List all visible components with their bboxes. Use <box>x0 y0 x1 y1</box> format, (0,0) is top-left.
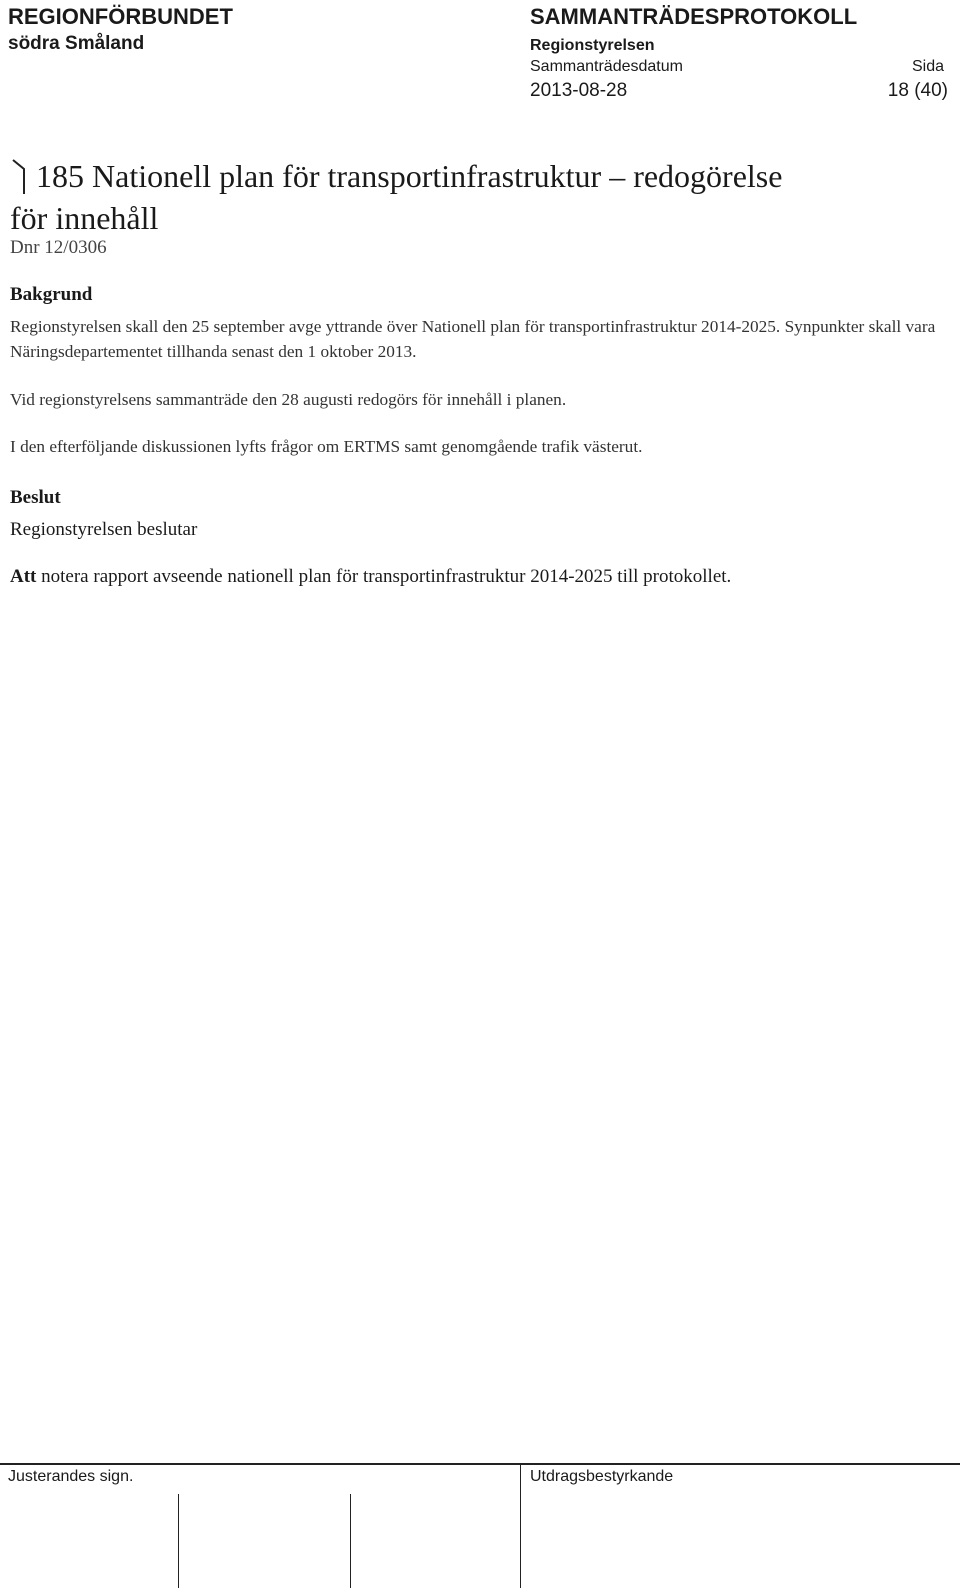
bakgrund-heading: Bakgrund <box>10 284 93 305</box>
org-name-line2: södra Småland <box>8 33 145 54</box>
signature-box-divider-2 <box>350 1494 351 1588</box>
decision-keyword: Att <box>10 566 37 587</box>
bakgrund-paragraph: Regionstyrelsen skall den 25 september avge yttrande över Nationell plan för transportinfrastruktur 2014-2025. Synpunkter skall vara Näringsdepartementet tillhanda senast den 1 oktober 2013. <box>10 317 936 361</box>
org-name-line1: REGIONFÖRBUNDET <box>8 4 233 29</box>
case-number: Dnr 12/0306 <box>10 237 107 258</box>
page-number: 18 (40) <box>887 80 948 101</box>
page-label: Sida <box>911 58 944 75</box>
paragraph-mark-icon <box>10 158 30 196</box>
board-name: Regionstyrelsen <box>530 37 655 54</box>
beslut-intro: Regionstyrelsen beslutar <box>10 519 198 540</box>
footer-divider <box>0 1463 960 1465</box>
meeting-date-label: Sammanträdesdatum <box>530 58 683 75</box>
beslut-heading: Beslut <box>10 487 61 508</box>
meeting-date: 2013-08-28 <box>530 80 628 101</box>
decision-paragraph <box>10 566 945 588</box>
section-title-line2: för innehåll <box>10 200 159 236</box>
paragraph-meeting: Vid regionstyrelsens sammanträde den 28 augusti redogörs för innehåll i planen. <box>10 390 567 409</box>
signature-box-divider-3 <box>520 1463 521 1588</box>
document-type: SAMMANTRÄDESPROTOKOLL <box>530 4 858 29</box>
utdragsbestyrkande-label: Utdragsbestyrkande <box>530 1468 674 1485</box>
paragraph-discussion: I den efterföljande diskussionen lyfts frågor om ERTMS samt genomgående trafik västerut. <box>10 437 643 456</box>
signature-box-divider-1 <box>178 1494 179 1588</box>
decision-text: notera rapport avseende nationell plan för transportinfrastruktur 2014-2025 till protokollet. <box>36 566 732 587</box>
justerandes-sign-label: Justerandes sign. <box>8 1468 134 1485</box>
section-title-line1: 185 Nationell plan för transportinfrastruktur – redogörelse <box>36 158 783 194</box>
section-title <box>10 155 916 239</box>
